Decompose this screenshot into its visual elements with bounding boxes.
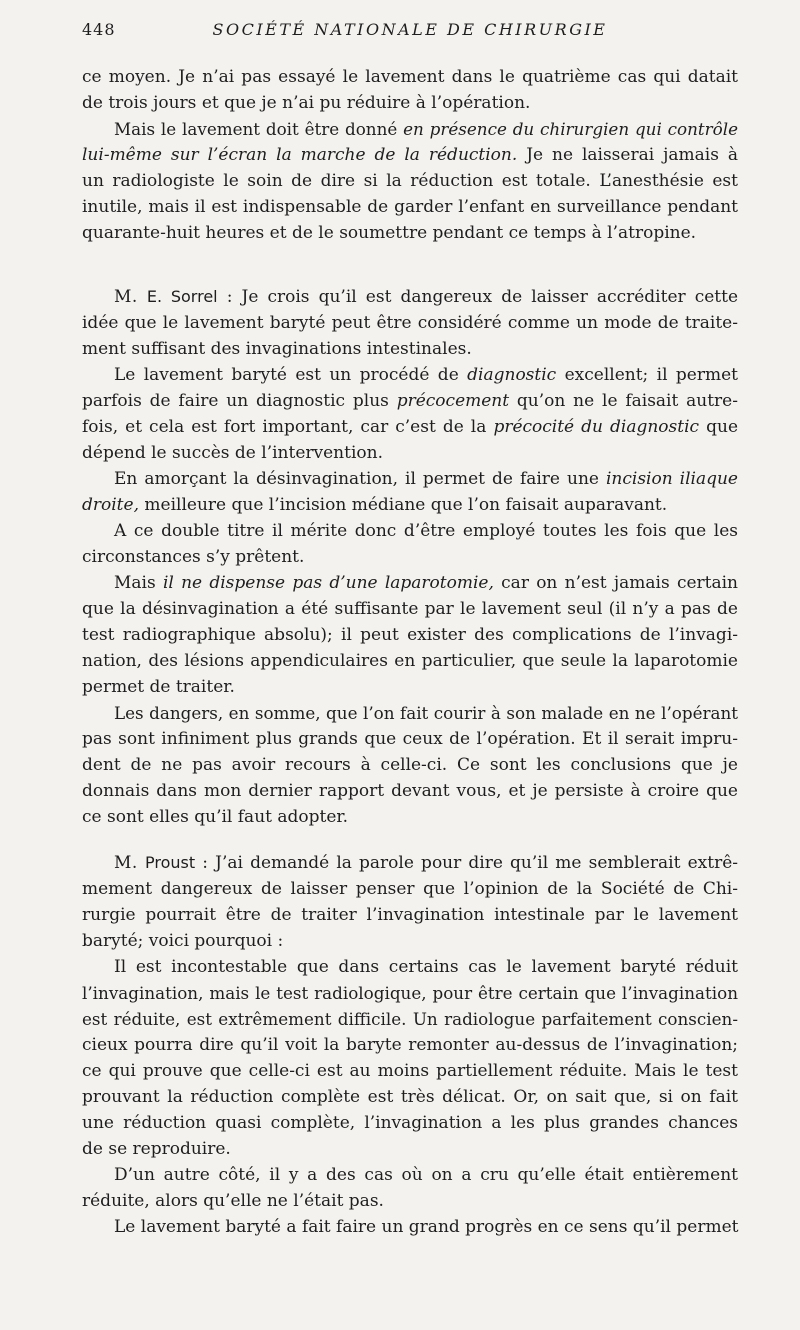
text-line: cieux pourra dire qu’il voit la baryte remonter au-dessus de l’invagination; (82, 1035, 738, 1055)
text-line: Mais il ne dispense pas d’une laparotomie, car on n’est jamais certain (114, 573, 739, 593)
text-line: dent de ne pas avoir recours à celle-ci. Ce sont les conclusions que je (82, 755, 738, 775)
speaker-name: E. Sorrel (146, 287, 218, 306)
text-line: réduite, alors qu’elle ne l’était pas. (82, 1191, 384, 1211)
text-line: inutile, mais il est indispensable de garder l’enfant en surveillance pendant (82, 197, 738, 217)
text-line: parfois de faire un diagnostic plus précocement qu’on ne le faisait autre- (82, 391, 738, 411)
text-line: lui-même sur l’écran la marche de la réduction. Je ne laisserai jamais à (82, 145, 738, 165)
text-line: Il est incontestable que dans certains cas le lavement baryté réduit (114, 957, 738, 977)
text-line: l’invagination, mais le test radiologique, pour être certain que l’invagination (82, 983, 738, 1003)
text-line: ce moyen. Je n’ai pas essayé le lavement dans le quatrième cas qui datait (82, 67, 738, 87)
text-line: baryté; voici pourquoi : (82, 931, 284, 951)
text-line: donnais dans mon dernier rapport devant vous, et je persiste à croire que (82, 781, 738, 801)
text-line: quarante-huit heures et de le soumettre pendant ce temps à l’atropine. (82, 223, 697, 243)
text-line: ce qui prouve que celle-ci est au moins partiellement réduite. Mais le test (82, 1061, 738, 1081)
speaker-label: M. (114, 287, 138, 307)
text-line: de se reproduire. (82, 1139, 231, 1159)
text-line: M. Proust : J’ai demandé la parole pour dire qu’il me semblerait extrê- (114, 853, 739, 873)
text-line: est réduite, est extrêmement difficile. Un radiologue parfaitement conscien- (82, 1009, 738, 1029)
speaker-label: M. (114, 853, 138, 873)
speaker-proust-block (82, 850, 738, 1240)
text-line: test radiographique absolu); il peut exister des complications de l’invagi- (82, 625, 738, 645)
text-line: ce sont elles qu’il faut adopter. (82, 807, 349, 827)
text-line: Le lavement baryté est un procédé de diagnostic excellent; il permet (114, 365, 739, 385)
text-line: que la désinvagination a été suffisante par le lavement seul (il n’y a pas de (82, 599, 738, 619)
running-title: SOCIÉTÉ NATIONALE DE CHIRURGIE (212, 20, 608, 39)
speaker-name: Proust (144, 853, 196, 872)
page-number: 448 (82, 20, 116, 39)
text-line: permet de traiter. (82, 677, 235, 697)
page-header (82, 20, 738, 46)
text-line: Mais le lavement doit être donné en présence du chirurgien qui contrôle (114, 119, 738, 139)
text-line: A ce double titre il mérite donc d’être employé toutes les fois que les (114, 521, 738, 541)
speaker-sorrel-block (82, 284, 738, 830)
text-line: un radiologiste le soin de dire si la réduction est totale. L’anesthésie est (82, 171, 738, 191)
text-line: pas sont infiniment plus grands que ceux de l’opération. Et il serait impru- (82, 729, 738, 749)
text-line: D’un autre côté, il y a des cas où on a cru qu’elle était entièrement (114, 1165, 738, 1185)
text-line: ment suffisant des invaginations intestinales. (82, 339, 472, 359)
text-line: fois, et cela est fort important, car c’est de la précocité du diagnostic que (82, 417, 739, 437)
text-line: mement dangereux de laisser penser que l’opinion de la Société de Chi- (82, 879, 738, 899)
text-line: Le lavement baryté a fait faire un grand progrès en ce sens qu’il permet (114, 1217, 739, 1237)
text-line: prouvant la réduction complète est très délicat. Or, on sait que, si on fait (82, 1087, 738, 1107)
text-line: En amorçant la désinvagination, il permet de faire une incision iliaque (114, 469, 738, 489)
text-line: rurgie pourrait être de traiter l’invagination intestinale par le lavement (82, 905, 738, 925)
text-line: circonstances s’y prêtent. (82, 547, 305, 567)
text-line: nation, des lésions appendiculaires en particulier, que seule la laparotomie (82, 651, 738, 671)
text-line: droite, meilleure que l’incision médiane que l’on faisait auparavant. (82, 495, 668, 515)
text-line: idée que le lavement baryté peut être considéré comme un mode de traite- (82, 313, 738, 333)
text-line: une réduction quasi complète, l’invagination a les plus grandes chances (82, 1113, 738, 1133)
text-line: dépend le succès de l’intervention. (82, 443, 383, 463)
text-line: de trois jours et que je n’ai pu réduire à l’opération. (82, 93, 531, 113)
text-line: Les dangers, en somme, que l’on fait courir à son malade en ne l’opérant (114, 703, 738, 723)
text-line: M. E. Sorrel : Je crois qu’il est dangereux de laisser accréditer cette (114, 287, 739, 307)
paragraph-block-continuation (82, 64, 738, 246)
